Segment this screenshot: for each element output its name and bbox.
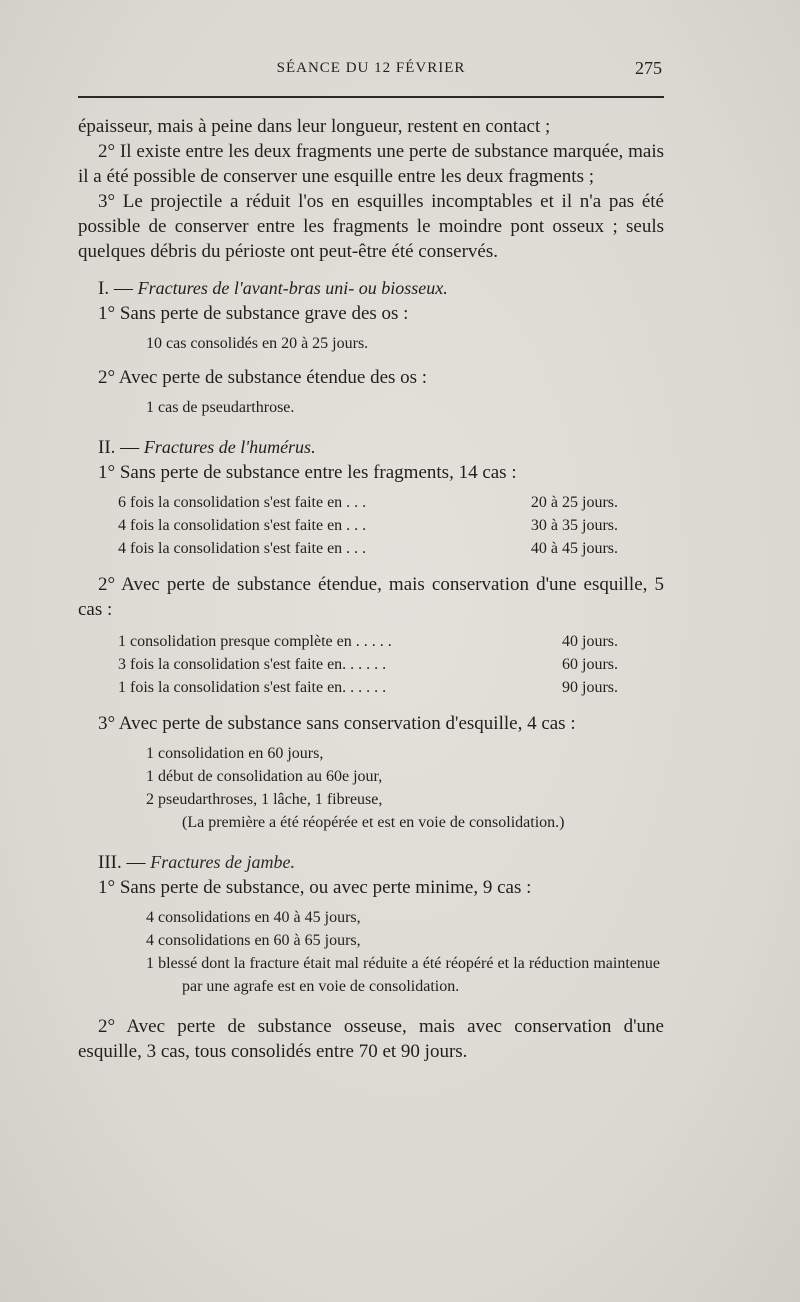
row-value: 20 à 25 jours. <box>530 494 618 511</box>
section-3-list-1 <box>146 906 660 998</box>
list-item: 4 consolidations en 40 à 45 jours, <box>146 909 361 926</box>
row-label: 1 fois la consolidation s'est faite en. . . . . . <box>118 679 387 696</box>
section-1-sub-2: 2° Avec perte de substance étendue des os : <box>98 367 428 388</box>
row-label: 3 fois la consolidation s'est faite en. . . . . . <box>118 656 387 673</box>
section-1-heading <box>78 276 664 301</box>
row-label: 4 fois la consolidation s'est faite en . . . <box>118 517 367 534</box>
section-3-title: Fractures de jambe. <box>150 852 296 872</box>
table-row <box>118 653 618 676</box>
table-row <box>118 676 618 699</box>
section-2-heading <box>78 435 664 460</box>
table-row <box>118 537 618 560</box>
list-note: (La première a été réopérée et est en voie de consolidation.) <box>182 814 565 831</box>
table-row <box>118 491 618 514</box>
row-value: 90 jours. <box>562 679 618 696</box>
intro-paragraph-3: 3° Le projectile a réduit l'os en esquilles incomptables et il n'a pas été possible de conserver entre les fragments le moindre pont osseux ; seuls quelques débris du périoste ont peut-être été conservés. <box>78 191 664 262</box>
section-2-sub-2: 2° Avec perte de substance étendue, mais conservation d'une esquille, 5 cas : <box>78 574 664 620</box>
section-2-sub-1: 1° Sans perte de substance entre les fragments, 14 cas : <box>98 462 517 483</box>
intro-paragraph-2: 2° Il existe entre les deux fragments une perte de substance marquée, mais il a été possible de conserver une esquille entre les deux fragments ; <box>78 141 664 187</box>
section-2-list-3 <box>146 742 660 834</box>
section-1-sub-1-line: 10 cas consolidés en 20 à 25 jours. <box>146 335 369 352</box>
section-2-sub-3: 3° Avec perte de substance sans conservation d'esquille, 4 cas : <box>98 713 576 734</box>
row-value: 40 à 45 jours. <box>530 540 618 557</box>
page-number: 275 <box>635 58 662 78</box>
row-value: 40 jours. <box>562 633 618 650</box>
section-2-number: II. — <box>98 437 140 458</box>
row-label: 4 fois la consolidation s'est faite en . . . <box>118 540 367 557</box>
section-1-number: I. — <box>98 278 133 299</box>
row-label: 1 consolidation presque complète en . . . . . <box>118 633 392 650</box>
section-1-title: Fractures de l'avant-bras uni- ou biosseux. <box>137 278 448 298</box>
list-item: 4 consolidations en 60 à 65 jours, <box>146 932 361 949</box>
section-2-title: Fractures de l'humérus. <box>143 437 316 457</box>
page-body <box>78 114 664 1064</box>
table-row <box>118 514 618 537</box>
row-value: 30 à 35 jours. <box>530 517 618 534</box>
row-value: 60 jours. <box>562 656 618 673</box>
section-1-sub-1: 1° Sans perte de substance grave des os : <box>98 303 409 324</box>
row-label: 6 fois la consolidation s'est faite en . . . <box>118 494 367 511</box>
intro-paragraph-1: épaisseur, mais à peine dans leur longueur, restent en contact ; <box>78 116 551 137</box>
section-1-sub-2-line: 1 cas de pseudarthrose. <box>146 399 295 416</box>
section-2-table-2 <box>118 630 618 699</box>
section-3-sub-2: 2° Avec perte de substance osseuse, mais avec conservation d'une esquille, 3 cas, tous consolidés entre 70 et 90 jours. <box>78 1016 664 1062</box>
list-item: 1 blessé dont la fracture était mal réduite a été réopéré et la réduction maintenue par une agrafe est en voie de consolidation. <box>146 955 660 995</box>
list-item: 1 consolidation en 60 jours, <box>146 745 324 762</box>
running-head: SÉANCE DU 12 FÉVRIER <box>276 60 466 76</box>
page-header <box>78 58 664 84</box>
section-3-heading <box>78 850 664 875</box>
section-2-table-1 <box>118 491 618 560</box>
header-rule <box>78 96 664 98</box>
table-row <box>118 630 618 653</box>
list-item: 2 pseudarthroses, 1 lâche, 1 fibreuse, <box>146 791 383 808</box>
section-3-number: III. — <box>98 852 146 873</box>
list-item: 1 début de consolidation au 60e jour, <box>146 768 383 785</box>
section-3-sub-1: 1° Sans perte de substance, ou avec perte minime, 9 cas : <box>98 877 532 898</box>
